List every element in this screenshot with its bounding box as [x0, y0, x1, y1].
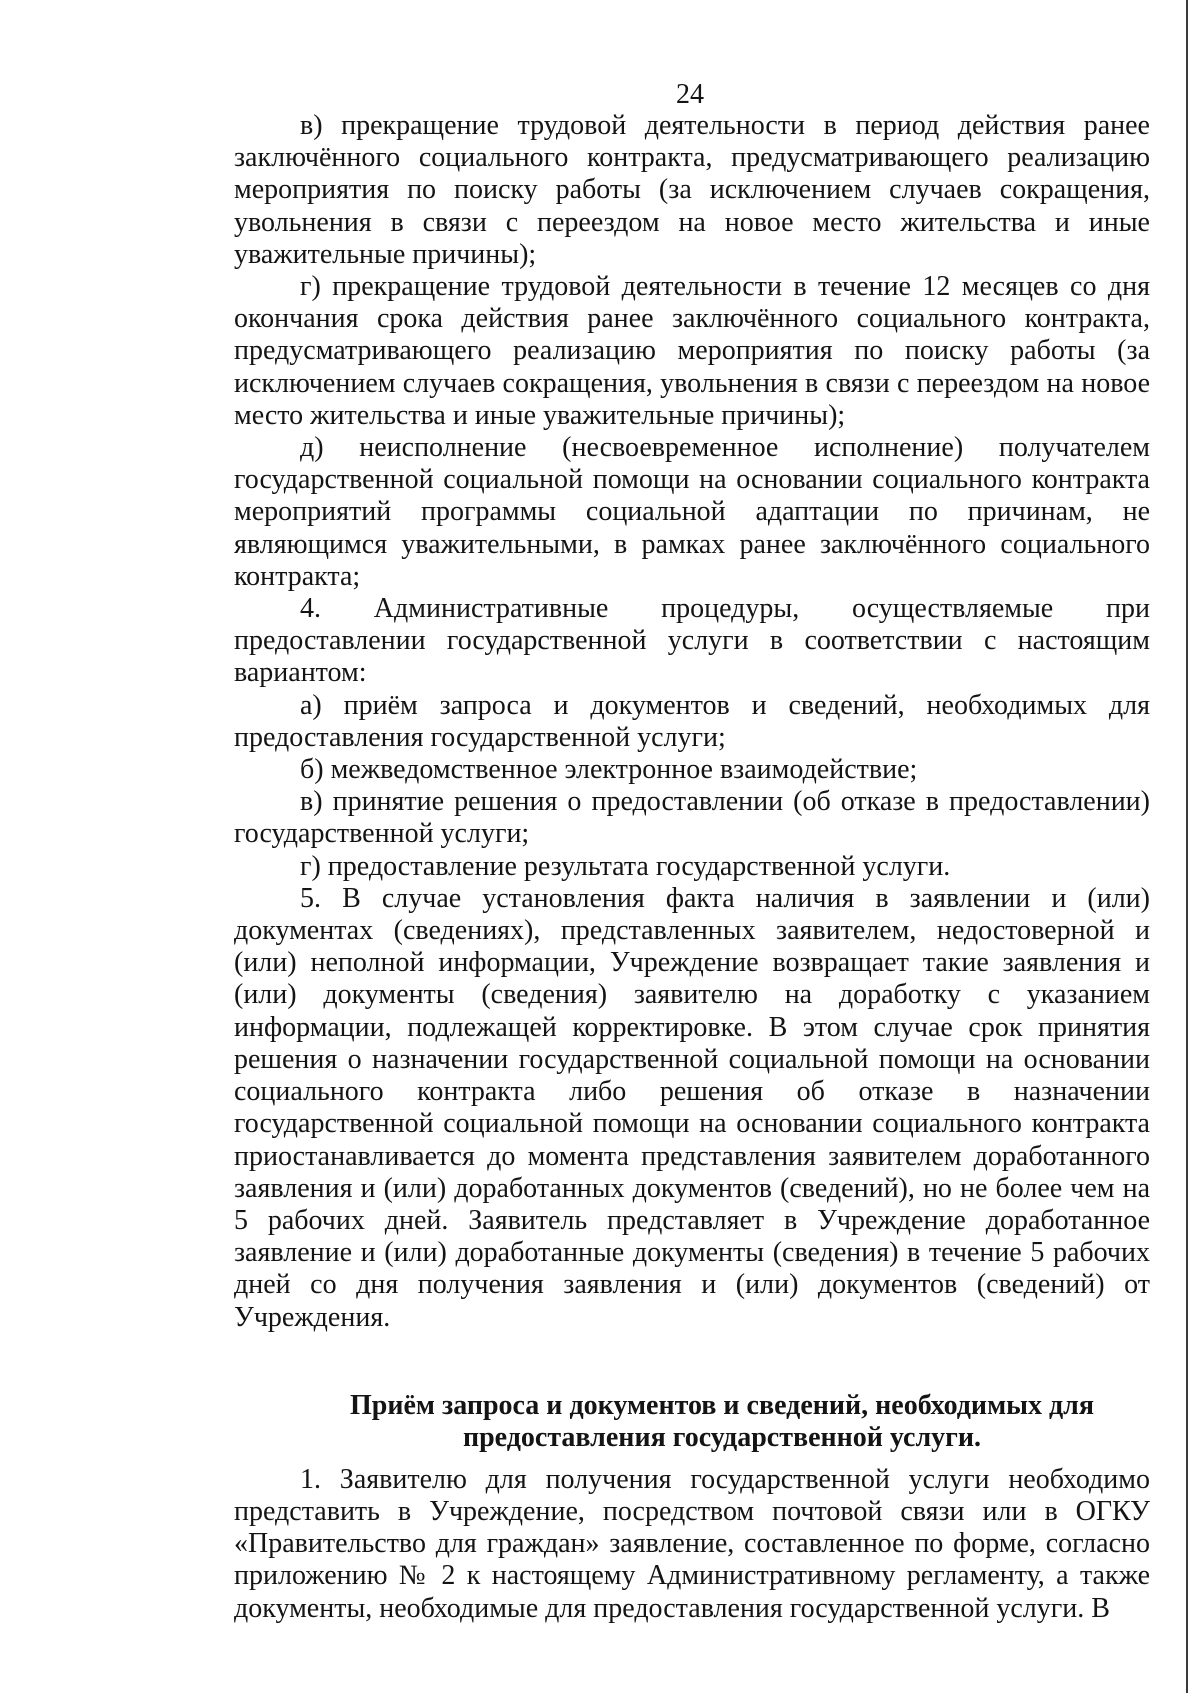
- section-heading-line-2: предоставления государственной услуги.: [462, 1421, 982, 1453]
- page-edge-line: [1186, 0, 1188, 1693]
- page-number: 24: [676, 79, 704, 110]
- section-heading-line-1: Приём запроса и документов и сведений, необходимых для: [349, 1389, 1095, 1421]
- paragraph-5: 5. В случае установления факта наличия в заявлении и (или) документах (сведениях), представленных заявителем, недостоверной и (или) неполной информации, Учреждение возвращает такие заявления и (или) документы (сведения) заявителю на доработку с указанием информации, подлежащей корректировке. В этом случае срок принятия решения о назначении государственной социальной помощи на основании социального контракта либо решения об отказе в назначении государственной социальной помощи на основании социального контракта приостанавливается до момента представления заявителем доработанного заявления и (или) доработанных документов (сведений), но не более чем на 5 рабочих дней. Заявитель представляет в Учреждение доработанное заявление и (или) доработанные документы (сведения) в течение 5 рабочих дней со дня получения заявления и (или) документов (сведений) от Учреждения.: [234, 882, 1150, 1333]
- paragraph-4g: г) предоставление результата государственной услуги.: [300, 850, 951, 882]
- paragraph-4-procedures: 4. Административные процедуры, осуществляемые при предоставлении государственной услуги в соответствии с настоящим вариантом:: [234, 593, 1150, 689]
- paragraph-g: г) прекращение трудовой деятельности в течение 12 месяцев со дня окончания срока действия ранее заключённого социального контракта, предусматривающего реализацию мероприятия по поиску работы (за исключением случаев сокращения, увольнения в связи с переездом на новое место жительства и иные уважительные причины);: [234, 271, 1150, 431]
- document-body: [234, 110, 1150, 1625]
- paragraph-v: в) прекращение трудовой деятельности в период действия ранее заключённого социального контракта, предусматривающего реализацию мероприятия по поиску работы (за исключением случаев сокращения, увольнения в связи с переездом на новое место жительства и иные уважительные причины);: [234, 110, 1150, 270]
- paragraph-d: д) неисполнение (несвоевременное исполнение) получателем государственной социальной помощи на основании социального контракта мероприятий программы социальной адаптации по причинам, не являющимся уважительными, в рамках ранее заключённого социального контракта;: [234, 432, 1150, 592]
- paragraph-4b: б) межведомственное электронное взаимодействие;: [300, 754, 918, 786]
- paragraph-4v: в) принятие решения о предоставлении (об отказе в предоставлении) государственной услуги;: [234, 786, 1150, 850]
- paragraph-section-1: 1. Заявителю для получения государственной услуги необходимо представить в Учреждение, посредством почтовой связи или в ОГКУ «Правительство для граждан» заявление, составленное по форме, согласно приложению № 2 к настоящему Административному регламенту, а также документы, необходимые для предоставления государственной услуги. В: [234, 1463, 1150, 1624]
- paragraph-4a: а) приём запроса и документов и сведений, необходимых для предоставления государственной услуги;: [234, 689, 1150, 753]
- section-heading: [234, 1390, 1150, 1454]
